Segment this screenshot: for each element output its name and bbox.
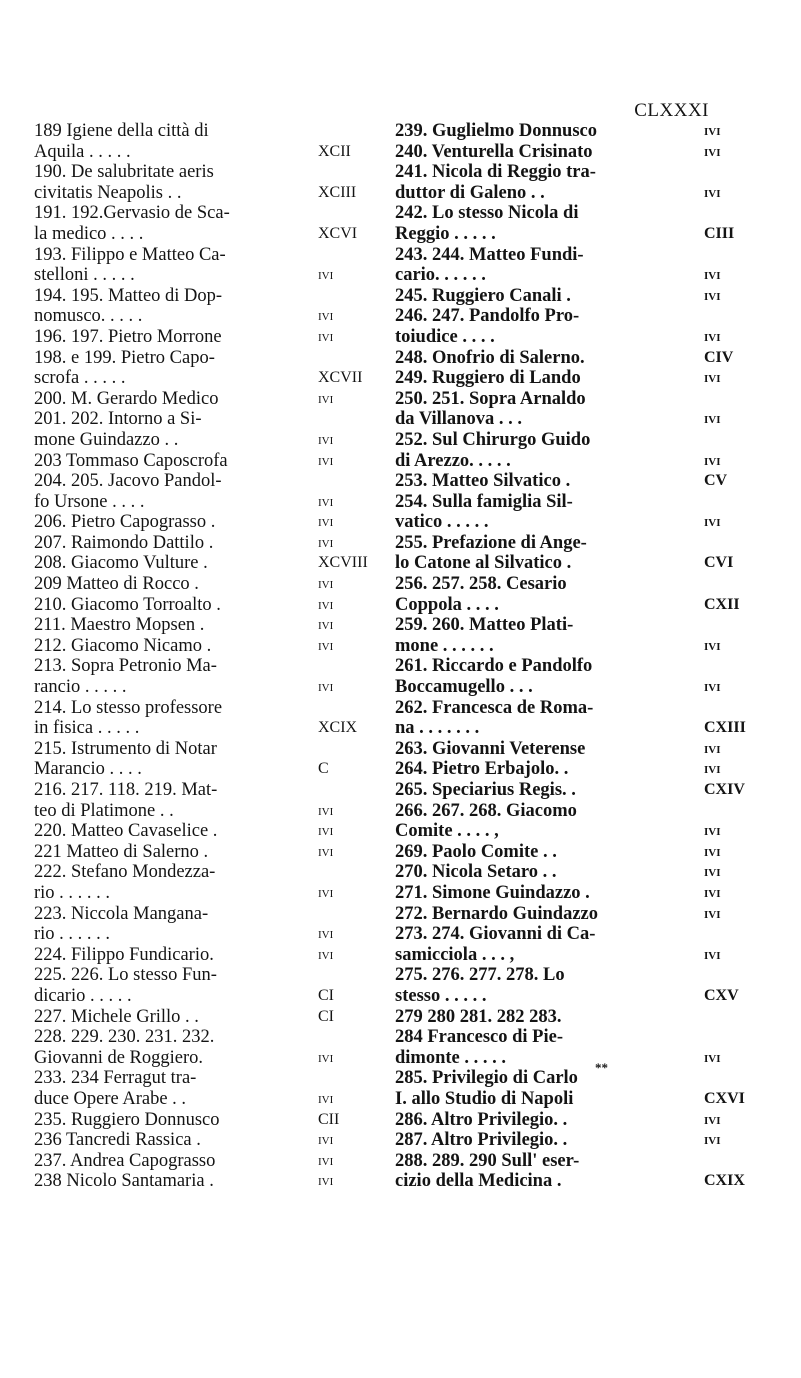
- index-entry: [34, 265, 382, 286]
- page-reference: ivi: [704, 142, 721, 160]
- index-column-right: [395, 121, 752, 1192]
- index-entry: [34, 1068, 382, 1089]
- page-reference: ivi: [704, 286, 721, 304]
- entry-text: samicciola . . . ,: [395, 944, 515, 965]
- entry-text: stelloni . . . . .: [34, 265, 135, 286]
- entry-text: da Villanova . . .: [395, 409, 522, 430]
- entry-text: 216. 217. 118. 219. Mat-: [34, 780, 218, 800]
- index-entry: [34, 492, 382, 513]
- entry-text: 198. e 199. Pietro Capo-: [34, 347, 215, 368]
- page-reference: CXVI: [704, 1089, 745, 1107]
- entry-text: 248. Onofrio di Salerno.: [395, 347, 585, 368]
- index-entry: [34, 656, 382, 677]
- index-entry: [34, 142, 382, 163]
- page-reference: ivi: [704, 369, 721, 387]
- page-reference: ivi: [318, 266, 334, 284]
- entry-text: 272. Bernardo Guindazzo: [395, 903, 598, 924]
- page-reference: ivi: [318, 492, 334, 510]
- entry-text: 273. 274. Giovanni di Ca-: [395, 924, 596, 945]
- page-reference: ivi: [318, 1151, 334, 1169]
- entry-text: 245. Ruggiero Canali .: [395, 285, 571, 306]
- entry-text: 210. Giacomo Torroalto .: [34, 594, 221, 615]
- index-entry: [395, 883, 752, 904]
- entry-text: 193. Filippo e Matteo Ca-: [34, 244, 226, 265]
- entry-text: 265. Speciarius Regis. .: [395, 780, 576, 800]
- entry-text: 252. Sul Chirurgo Guido: [395, 429, 591, 450]
- index-entry: [395, 142, 752, 163]
- index-entry: [395, 945, 752, 966]
- entry-text: 262. Francesca de Roma-: [395, 697, 594, 718]
- index-entry: [34, 1151, 382, 1172]
- entry-text: civitatis Neapolis . .: [34, 182, 182, 203]
- entry-text: mone . . . . . .: [395, 635, 494, 656]
- index-entry: [395, 904, 752, 925]
- page-reference: CI: [318, 986, 334, 1004]
- index-entry: [395, 245, 752, 266]
- page-reference: ivi: [704, 327, 721, 345]
- index-entry: [34, 306, 382, 327]
- entry-text: stesso . . . . .: [395, 985, 487, 1006]
- entry-text: I. allo Studio di Napoli: [395, 1088, 574, 1109]
- index-entry: [395, 986, 752, 1007]
- index-entry: [34, 883, 382, 904]
- entry-text: 279 280 281. 282 283.: [395, 1006, 562, 1027]
- page-reference: ivi: [704, 863, 721, 881]
- entry-text: teo di Platimone . .: [34, 800, 174, 821]
- index-entry: [34, 183, 382, 204]
- index-entry: [34, 1007, 382, 1028]
- entry-text: 220. Matteo Cavaselice .: [34, 821, 218, 842]
- entry-text: 194. 195. Matteo di Dop-: [34, 285, 223, 306]
- index-entry: [34, 821, 382, 842]
- index-entry: [34, 348, 382, 369]
- entry-text: 287. Altro Privilegio. .: [395, 1130, 568, 1151]
- page-reference: ivi: [318, 1131, 334, 1149]
- entry-text: 261. Riccardo e Pandolfo: [395, 656, 593, 677]
- entry-text: dimonte . . . . .: [395, 1047, 506, 1068]
- entry-text: 271. Simone Guindazzo .: [395, 882, 590, 903]
- index-entry: [395, 615, 752, 636]
- page-reference: ivi: [318, 678, 334, 696]
- page-reference: CVI: [704, 554, 734, 572]
- index-entry: [34, 718, 382, 739]
- page-reference: ivi: [318, 925, 334, 943]
- page-reference: ivi: [318, 451, 334, 469]
- page-reference: CXV: [704, 986, 739, 1004]
- page-reference: ivi: [318, 595, 334, 613]
- index-entry: [34, 512, 382, 533]
- entry-text: Giovanni de Roggiero.: [34, 1047, 204, 1068]
- entry-text: 209 Matteo di Rocco .: [34, 574, 199, 595]
- index-entry: [395, 286, 752, 307]
- entry-text: 241. Nicola di Reggio tra-: [395, 162, 596, 183]
- index-entry: [34, 986, 382, 1007]
- page-reference: ivi: [704, 266, 721, 284]
- index-entry: [34, 1089, 382, 1110]
- index-entry: [395, 677, 752, 698]
- index-entry: [395, 1068, 752, 1089]
- entry-text: dicario . . . . .: [34, 985, 132, 1006]
- index-entry: [34, 553, 382, 574]
- index-entry: [34, 245, 382, 266]
- index-entry: [395, 306, 752, 327]
- entry-text: 189 Igiene della città di: [34, 121, 209, 141]
- index-entry: [34, 739, 382, 760]
- entry-text: 222. Stefano Mondezza-: [34, 862, 216, 883]
- index-entry: [395, 1151, 752, 1172]
- page-reference: ivi: [318, 575, 334, 593]
- entry-text: 191. 192.Gervasio de Sca-: [34, 203, 230, 224]
- entry-text: toiudice . . . .: [395, 326, 495, 347]
- entry-text: 250. 251. Sopra Arnaldo: [395, 388, 586, 409]
- page-reference: ivi: [704, 842, 721, 860]
- page-reference: ivi: [318, 822, 334, 840]
- index-entry: [34, 451, 382, 472]
- page-reference: ivi: [704, 183, 721, 201]
- entry-text: 228. 229. 230. 231. 232.: [34, 1027, 215, 1048]
- entry-text: Boccamugello . . .: [395, 677, 533, 698]
- page-reference: ivi: [704, 451, 721, 469]
- index-entry: [34, 409, 382, 430]
- index-entry: [34, 1048, 382, 1069]
- index-entry: [34, 924, 382, 945]
- index-entry: [34, 965, 382, 986]
- index-entry: [34, 842, 382, 863]
- entry-text: 211. Maestro Mopsen .: [34, 615, 205, 636]
- page-reference: ivi: [318, 842, 334, 860]
- page-reference: ivi: [318, 307, 334, 325]
- index-entry: [34, 368, 382, 389]
- entry-text: vatico . . . . .: [395, 512, 489, 533]
- page-reference: ivi: [318, 945, 334, 963]
- entry-text: 208. Giacomo Vulture .: [34, 553, 208, 574]
- entry-text: Coppola . . . .: [395, 594, 499, 615]
- page-reference: ivi: [318, 636, 334, 654]
- index-entry: [395, 533, 752, 554]
- entry-text: 259. 260. Matteo Plati-: [395, 615, 574, 636]
- page-reference: CXIV: [704, 781, 745, 798]
- page-reference: XCVI: [318, 224, 358, 242]
- page-reference: ivi: [704, 1110, 721, 1128]
- entry-text: la medico . . . .: [34, 223, 144, 244]
- entry-text: duce Opere Arabe . .: [34, 1088, 187, 1109]
- index-entry: [395, 348, 752, 369]
- index-entry: [395, 698, 752, 719]
- index-entry: [395, 183, 752, 204]
- index-entry: [395, 492, 752, 513]
- entry-text: 285. Privilegio di Carlo: [395, 1068, 578, 1089]
- index-entry: [395, 1130, 752, 1151]
- index-entry: [395, 430, 752, 451]
- entry-text: 204. 205. Jacovo Pandol-: [34, 471, 222, 492]
- entry-text: cizio della Medicina .: [395, 1171, 562, 1192]
- index-entry: [395, 389, 752, 410]
- entry-text: 235. Ruggiero Donnusco: [34, 1109, 220, 1130]
- index-entry: [34, 1027, 382, 1048]
- page-reference: ivi: [318, 389, 334, 407]
- entry-text: 275. 276. 277. 278. Lo: [395, 965, 565, 986]
- index-entry: [34, 945, 382, 966]
- index-entry: [34, 224, 382, 245]
- index-entry: [34, 677, 382, 698]
- page-reference: ivi: [318, 1048, 334, 1066]
- page-reference: ivi: [704, 760, 721, 778]
- page-reference: ivi: [704, 883, 721, 901]
- page-reference: ivi: [704, 822, 721, 840]
- entry-text: 240. Venturella Crisinato: [395, 141, 593, 162]
- page-reference: XCIII: [318, 183, 357, 201]
- entry-text: Marancio . . . .: [34, 759, 142, 780]
- index-entry: [395, 409, 752, 430]
- page-reference: CXIII: [704, 719, 746, 737]
- entry-text: 203 Tommaso Caposcrofa: [34, 450, 228, 471]
- entry-text: mone Guindazzo . .: [34, 429, 179, 450]
- index-entry: [34, 430, 382, 451]
- index-entry: [34, 595, 382, 616]
- index-entry: [34, 162, 382, 183]
- entry-text: rio . . . . . .: [34, 882, 111, 903]
- page-reference: ivi: [704, 636, 721, 654]
- index-entry: [395, 1110, 752, 1131]
- signature-mark: **: [595, 1060, 608, 1075]
- entry-text: 206. Pietro Capograsso .: [34, 512, 216, 533]
- index-entry: [34, 533, 382, 554]
- entry-text: Reggio . . . . .: [395, 223, 496, 244]
- entry-text: Aquila . . . . .: [34, 141, 131, 162]
- index-entry: [34, 1110, 382, 1131]
- index-entry: [395, 595, 752, 616]
- index-entry: [34, 574, 382, 595]
- index-entry: [395, 327, 752, 348]
- index-entry: [395, 121, 752, 142]
- entry-text: 213. Sopra Petronio Ma-: [34, 656, 217, 677]
- entry-text: rio . . . . . .: [34, 924, 111, 945]
- entry-text: 288. 289. 290 Sull' eser-: [395, 1150, 580, 1171]
- index-entry: [395, 1048, 752, 1069]
- page-reference: CIV: [704, 348, 734, 366]
- entry-text: 246. 247. Pandolfo Pro-: [395, 306, 580, 327]
- index-entry: [34, 471, 382, 492]
- index-entry: [395, 368, 752, 389]
- index-entry: [395, 862, 752, 883]
- page-number: CLXXXI: [634, 100, 709, 121]
- page-reference: ivi: [318, 533, 334, 551]
- index-entry: [395, 821, 752, 842]
- page-reference: CV: [704, 472, 728, 490]
- page-reference: ivi: [704, 410, 721, 428]
- index-entry: [395, 1089, 752, 1110]
- entry-text: 233. 234 Ferragut tra-: [34, 1068, 197, 1089]
- page-reference: CXII: [704, 595, 740, 613]
- page-reference: ivi: [318, 513, 334, 531]
- index-entry: [395, 1027, 752, 1048]
- entry-text: 253. Matteo Silvatico .: [395, 471, 571, 492]
- entry-text: di Arezzo. . . . .: [395, 450, 511, 471]
- page-reference: ivi: [318, 883, 334, 901]
- entry-text: 269. Paolo Comite . .: [395, 841, 557, 862]
- index-entry: [395, 924, 752, 945]
- entry-text: 201. 202. Intorno a Si-: [34, 409, 202, 430]
- entry-text: 239. Guglielmo Donnusco: [395, 121, 597, 141]
- index-entry: [395, 224, 752, 245]
- index-entry: [34, 1130, 382, 1151]
- page-reference: CIII: [704, 224, 735, 242]
- index-entry: [34, 801, 382, 822]
- page-reference: ivi: [704, 1048, 721, 1066]
- index-entry: [395, 512, 752, 533]
- page-reference: ivi: [318, 430, 334, 448]
- index-entry: [395, 162, 752, 183]
- entry-text: 237. Andrea Capograsso: [34, 1150, 216, 1171]
- entry-text: fo Ursone . . . .: [34, 491, 145, 512]
- index-entry: [34, 615, 382, 636]
- index-entry: [34, 862, 382, 883]
- index-entry: [395, 553, 752, 574]
- entry-text: rancio . . . . .: [34, 677, 127, 698]
- page-reference: ivi: [318, 616, 334, 634]
- entry-text: 212. Giacomo Nicamo .: [34, 635, 212, 656]
- index-entry: [34, 636, 382, 657]
- index-entry: [34, 698, 382, 719]
- entry-text: 266. 267. 268. Giacomo: [395, 800, 577, 821]
- entry-text: nomusco. . . . .: [34, 306, 143, 327]
- entry-text: cario. . . . . .: [395, 265, 486, 286]
- entry-text: 270. Nicola Setaro . .: [395, 862, 557, 883]
- index-entry: [395, 203, 752, 224]
- page-reference: XCII: [318, 142, 351, 160]
- index-entry: [395, 718, 752, 739]
- index-entry: [395, 1171, 752, 1192]
- index-column-left: [34, 121, 382, 1192]
- entry-text: 224. Filippo Fundicario.: [34, 944, 214, 965]
- entry-text: in fisica . . . . .: [34, 718, 140, 739]
- page-reference: ivi: [318, 327, 334, 345]
- page-reference: C: [318, 760, 329, 778]
- index-entry: [395, 451, 752, 472]
- index-entry: [395, 471, 752, 492]
- page-reference: ivi: [704, 739, 721, 757]
- index-entry: [34, 1171, 382, 1192]
- index-entry: [34, 121, 382, 142]
- entry-text: 214. Lo stesso professore: [34, 697, 223, 718]
- entry-text: scrofa . . . . .: [34, 368, 126, 389]
- entry-text: 264. Pietro Erbajolo. .: [395, 759, 569, 780]
- entry-text: 284 Francesco di Pie-: [395, 1027, 563, 1048]
- index-entry: [395, 842, 752, 863]
- entry-text: 286. Altro Privilegio. .: [395, 1109, 568, 1130]
- index-entry: [395, 801, 752, 822]
- index-entry: [395, 965, 752, 986]
- entry-text: na . . . . . . .: [395, 718, 480, 739]
- index-entry: [395, 780, 752, 801]
- entry-text: 236 Tancredi Rassica .: [34, 1130, 201, 1151]
- index-entry: [34, 203, 382, 224]
- page-reference: ivi: [704, 945, 721, 963]
- entry-text: 256. 257. 258. Cesario: [395, 574, 567, 595]
- index-entry: [395, 574, 752, 595]
- entry-text: 215. Istrumento di Notar: [34, 738, 217, 759]
- entry-text: 200. M. Gerardo Medico: [34, 388, 219, 409]
- page-reference: ivi: [704, 678, 721, 696]
- entry-text: 223. Niccola Mangana-: [34, 903, 209, 924]
- entry-text: 249. Ruggiero di Lando: [395, 368, 581, 389]
- page-reference: XCVII: [318, 369, 363, 387]
- index-entry: [34, 904, 382, 925]
- entry-text: 255. Prefazione di Ange-: [395, 532, 587, 553]
- entry-text: 221 Matteo di Salerno .: [34, 841, 209, 862]
- page-reference: CI: [318, 1007, 334, 1025]
- entry-text: 243. 244. Matteo Fundi-: [395, 244, 584, 265]
- index-entry: [34, 780, 382, 801]
- entry-text: 190. De salubritate aeris: [34, 162, 214, 183]
- page-reference: ivi: [704, 122, 721, 139]
- page-reference: XCVIII: [318, 554, 368, 572]
- entry-text: lo Catone al Silvatico .: [395, 553, 572, 574]
- page-reference: ivi: [318, 801, 334, 819]
- index-entry: [395, 739, 752, 760]
- index-entry: [395, 759, 752, 780]
- index-entry: [395, 1007, 752, 1028]
- entry-text: 263. Giovanni Veterense: [395, 738, 586, 759]
- entry-text: 196. 197. Pietro Morrone: [34, 326, 222, 347]
- page-reference: XCIX: [318, 719, 358, 737]
- entry-text: Comite . . . . ,: [395, 821, 499, 842]
- entry-text: 227. Michele Grillo . .: [34, 1006, 199, 1027]
- page-reference: CXIX: [704, 1172, 745, 1190]
- entry-text: 254. Sulla famiglia Sil-: [395, 491, 573, 512]
- page-reference: ivi: [318, 1172, 334, 1190]
- entry-text: 242. Lo stesso Nicola di: [395, 203, 579, 224]
- page-reference: ivi: [704, 1131, 721, 1149]
- entry-text: duttor di Galeno . .: [395, 182, 545, 203]
- entry-text: 238 Nicolo Santamaria .: [34, 1171, 214, 1192]
- index-entry: [395, 656, 752, 677]
- page-reference: ivi: [704, 904, 721, 922]
- page-reference: ivi: [318, 1089, 334, 1107]
- index-entry: [395, 265, 752, 286]
- index-entry: [34, 286, 382, 307]
- page-reference: ivi: [704, 513, 721, 531]
- page-reference: CII: [318, 1110, 340, 1128]
- index-entry: [34, 759, 382, 780]
- entry-text: 225. 226. Lo stesso Fun-: [34, 965, 217, 986]
- index-entry: [34, 327, 382, 348]
- entry-text: 207. Raimondo Dattilo .: [34, 532, 214, 553]
- index-entry: [395, 636, 752, 657]
- index-entry: [34, 389, 382, 410]
